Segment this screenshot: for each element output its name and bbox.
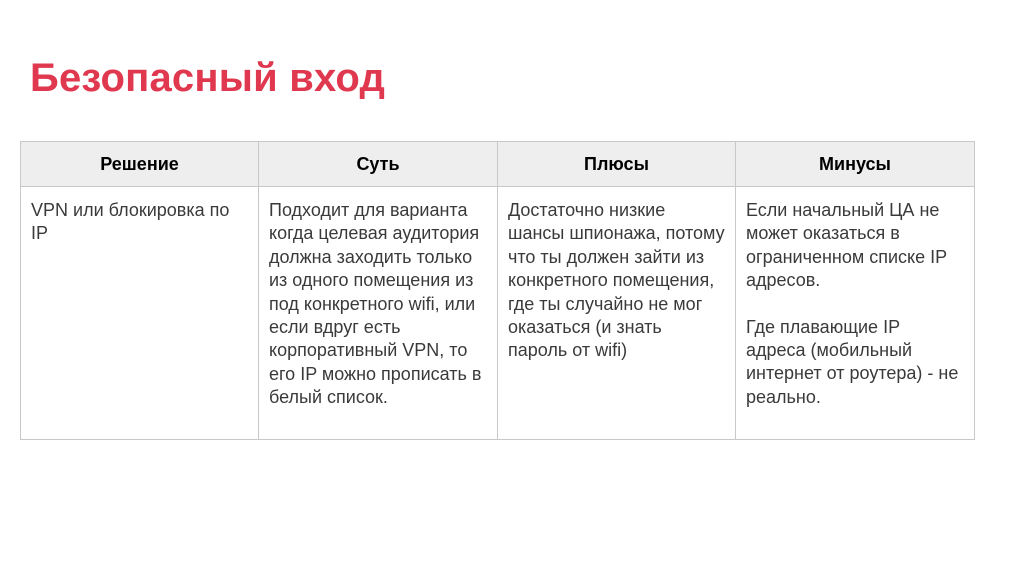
header-cons: Минусы bbox=[736, 142, 975, 187]
slide-title: Безопасный вход bbox=[30, 56, 386, 100]
header-essence: Суть bbox=[259, 142, 498, 187]
cell-essence: Подходит для варианта когда целевая аудитория должна заходить только из одного помещения из под конкретного wifi, или если вдруг есть корпоративный VPN, то его IP можно прописать в белый список. bbox=[259, 187, 498, 440]
comparison-table bbox=[20, 141, 975, 440]
table-header-row bbox=[21, 142, 975, 187]
cons-paragraph: Где плавающие IP адреса (мобильный интернет от роутера) - не реально. bbox=[746, 316, 959, 407]
cell-pros: Достаточно низкие шансы шпионажа, потому что ты должен зайти из конкретного помещения, где ты случайно не мог оказаться (и знать пароль от wifi) bbox=[498, 187, 736, 440]
header-pros: Плюсы bbox=[498, 142, 736, 187]
cell-cons bbox=[736, 187, 975, 440]
header-solution: Решение bbox=[21, 142, 259, 187]
comparison-table-container bbox=[20, 141, 974, 440]
cons-paragraph: Если начальный ЦА не может оказаться в ограниченном списке IP адресов. bbox=[746, 200, 947, 291]
cell-solution: VPN или блокировка по IP bbox=[21, 187, 259, 440]
table-row bbox=[21, 187, 975, 440]
